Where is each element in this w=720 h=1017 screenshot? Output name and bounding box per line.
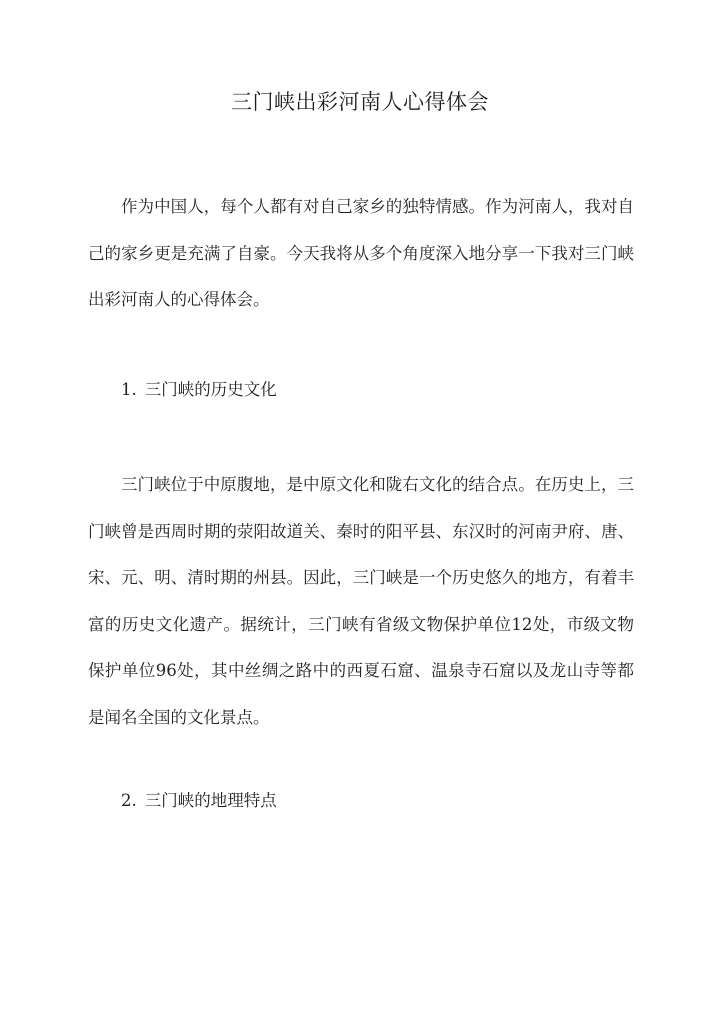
section-1-paragraph: 三门峡位于中原腹地，是中原文化和陇右文化的结合点。在历史上，三门峡曾是西周时期的荥阳故道关、秦时的阳平县、东汉时的河南尹府、唐、宋、元、明、清时期的州县。因此，三门峡是一个历史悠久的地方，有着丰富的历史文化遗产。据统计，三门峡有省级文物保护单位12处，市级文物保护单位96处，其中丝绸之路中的西夏石窟、温泉寺石窟以及龙山寺等都是闻名全国的文化景点。 — [88, 475, 634, 727]
section-heading-2 — [121, 786, 621, 816]
section-heading-text: 三门峡的历史文化 — [144, 380, 277, 399]
section-number: 2. — [121, 791, 137, 810]
section-heading-text: 三门峡的地理特点 — [144, 791, 277, 810]
page-title: 三门峡出彩河南人心得体会 — [231, 90, 489, 114]
intro-paragraph: 作为中国人，每个人都有对自己家乡的独特情感。作为河南人，我对自己的家乡更是充满了自豪。今天我将从多个角度深入地分享一下我对三门峡出彩河南人的心得体会。 — [88, 197, 634, 309]
section-number: 1. — [121, 380, 137, 399]
section-heading-1 — [121, 375, 621, 405]
